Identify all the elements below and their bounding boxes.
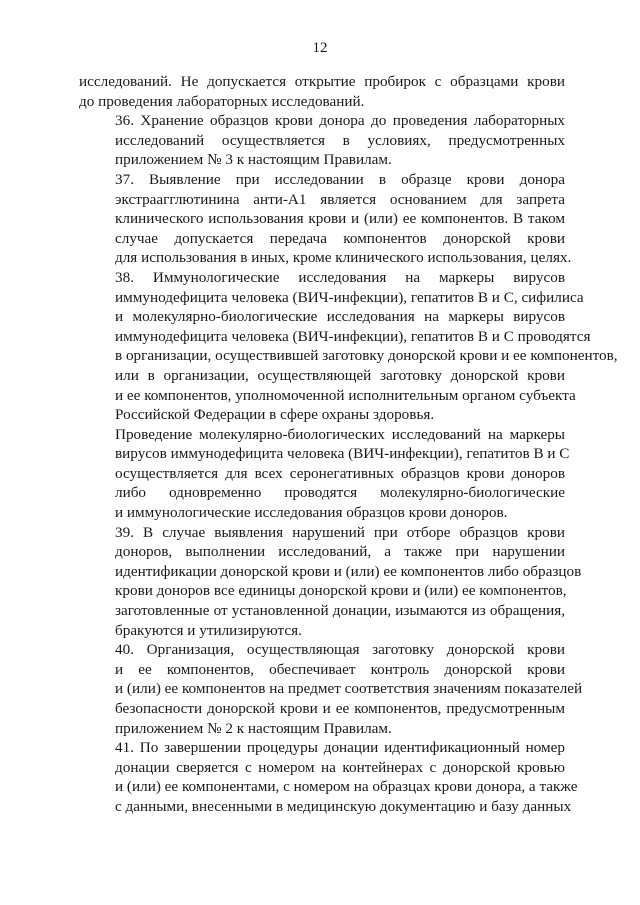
text-line: идентификации донорской крови и (или) ее компонентов либо образцов [115, 562, 582, 580]
text-line: 40. Организация, осуществляющая заготовку донорской крови [115, 641, 565, 659]
text-line: крови доноров все единицы донорской крови и (или) ее компонентов, [115, 582, 567, 600]
text-line: или в организации, осуществляющей заготовку донорской крови [115, 366, 565, 384]
text-line: 36. Хранение образцов крови донора до проведения лабораторных [115, 112, 565, 130]
paragraph [79, 268, 618, 425]
text-line: с данными, внесенными в медицинскую документацию и базу данных [115, 797, 572, 815]
text-line: клинического использования крови и (или) ее компонентов. В таком [115, 210, 565, 228]
text-line: вирусов иммунодефицита человека (ВИЧ-инфекции), гепатитов В и С [115, 445, 570, 463]
paragraph [79, 425, 570, 523]
document-body [79, 72, 618, 817]
text-line: и молекулярно-биологические исследования на маркеры вирусов [115, 308, 565, 326]
text-line: 41. По завершении процедуры донации идентификационный номер [115, 739, 565, 757]
text-line: иммунодефицита человека (ВИЧ-инфекции), гепатитов В и С, сифилиса [115, 288, 584, 306]
paragraph [79, 111, 565, 170]
text-line: и (или) ее компонентами, с номером на образцах крови донора, а также [115, 778, 578, 796]
text-line: 38. Иммунологические исследования на маркеры вирусов [115, 268, 565, 286]
text-line: либо одновременно проводятся молекулярно-биологические [115, 484, 565, 502]
text-line: 39. В случае выявления нарушений при отборе образцов крови [115, 523, 565, 541]
text-line: 37. Выявление при исследовании в образце крови донора [115, 170, 565, 188]
text-line: заготовленные от установленной донации, изымаются из обращения, [115, 602, 565, 620]
text-line: и ее компонентов, уполномоченной исполнительным органом субъекта [115, 386, 576, 404]
text-line: приложением № 2 к настоящим Правилам. [115, 719, 392, 737]
text-line: исследований. Не допускается открытие пробирок с образцами крови [79, 73, 565, 90]
text-line: в организации, осуществившей заготовку донорской крови и ее компонентов, [115, 347, 618, 365]
paragraph [79, 640, 583, 738]
text-line: и (или) ее компонентов на предмет соответствия значениям показателей [115, 680, 583, 698]
paragraph [79, 170, 572, 268]
text-line: до проведения лабораторных исследований. [79, 92, 365, 110]
text-line: бракуются и утилизируются. [115, 621, 302, 639]
text-line: для использования в иных, кроме клинического использования, целях. [115, 249, 572, 267]
text-line: донации сверяется с номером на контейнерах с донорской кровью [115, 758, 565, 776]
text-line: экстраагглютинина анти-А1 является основанием для запрета [115, 190, 565, 208]
text-line: приложением № 3 к настоящим Правилам. [115, 151, 392, 169]
text-line: осуществляется для всех серонегативных образцов крови доноров [115, 464, 565, 482]
text-line: иммунодефицита человека (ВИЧ-инфекции), гепатитов В и С проводятся [115, 327, 591, 345]
text-line: и ее компонентов, обеспечивает контроль донорской крови [115, 660, 565, 678]
text-line: случае допускается передача компонентов донорской крови [115, 229, 565, 247]
paragraph [79, 523, 582, 641]
page-number: 12 [312, 40, 328, 56]
text-line: Российской Федерации в сфере охраны здоровья. [115, 406, 435, 424]
text-line: исследований осуществляется в условиях, предусмотренных [115, 131, 565, 149]
paragraph [79, 72, 565, 111]
text-line: доноров, выполнении исследований, а также при нарушении [115, 543, 565, 561]
text-line: и иммунологические исследования образцов крови доноров. [115, 504, 508, 522]
text-line: безопасности донорской крови и ее компонентов, предусмотренным [115, 700, 565, 717]
text-line: Проведение молекулярно-биологических исследований на маркеры [115, 425, 565, 443]
paragraph [79, 738, 578, 816]
